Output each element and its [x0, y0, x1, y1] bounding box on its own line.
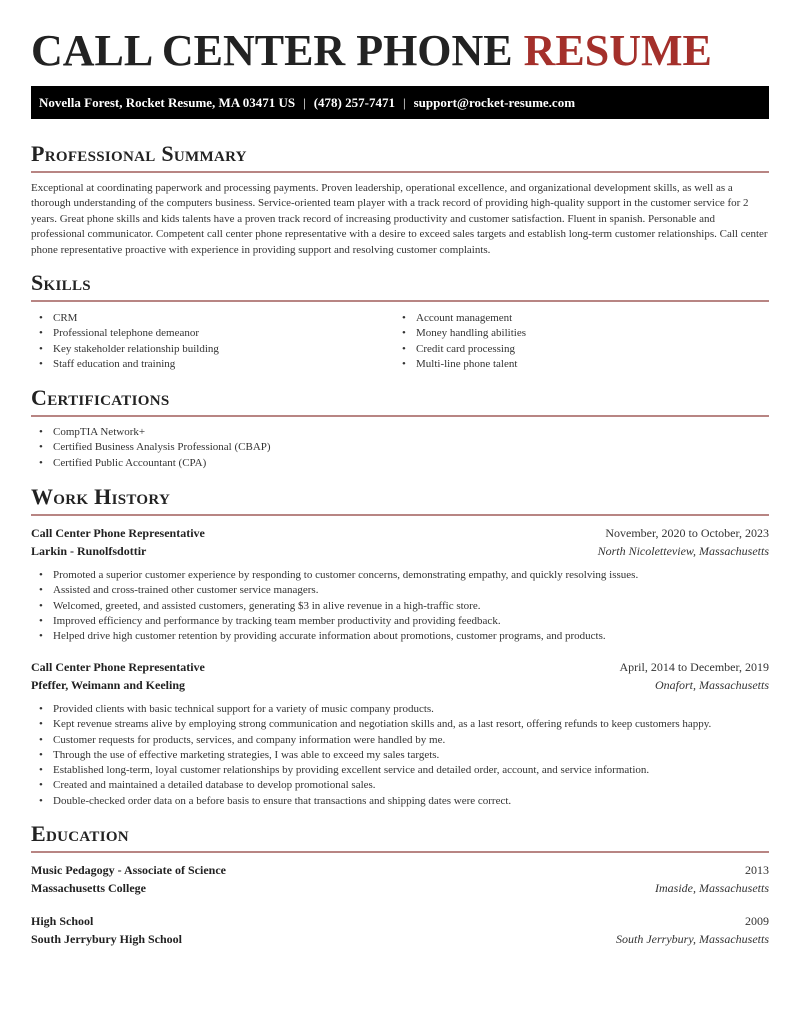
education-degree: High School — [31, 914, 94, 928]
job-company: Pfeffer, Weimann and Keeling — [31, 678, 185, 692]
skill-item: • Key stakeholder relationship building — [31, 342, 219, 357]
skill-item: • Professional telephone demeanor — [31, 326, 219, 341]
skill-item: • CRM — [31, 311, 219, 326]
certifications-list — [31, 425, 271, 471]
section-heading-summary: Professional Summary — [31, 141, 247, 166]
job-company-row — [31, 543, 769, 559]
job-company: Larkin - Runolfsdottir — [31, 544, 147, 558]
resume-title — [31, 26, 712, 76]
job-location: North Nicoletteview, Massachusetts — [597, 544, 769, 558]
skill-item: • Multi-line phone talent — [394, 357, 526, 372]
section-heading-education: Education — [31, 821, 129, 846]
skill-item: • Money handling abilities — [394, 326, 526, 341]
education-location: South Jerrybury, Massachusetts — [616, 932, 769, 946]
education-degree-row — [31, 862, 769, 878]
section-divider — [31, 851, 769, 853]
skill-item: • Credit card processing — [394, 342, 526, 357]
certification-item: • Certified Business Analysis Professional (CBAP) — [31, 440, 271, 455]
job-bullet: • Double-checked order data on a before basis to ensure that transactions and shipping dates were correct. — [31, 794, 711, 809]
job-location: Onafort, Massachusetts — [655, 678, 769, 692]
contact-bar — [31, 86, 769, 119]
skills-list-right — [394, 311, 526, 372]
job-dates: April, 2014 to December, 2019 — [619, 660, 769, 674]
job-header-row — [31, 525, 769, 541]
job-bullet: • Helped drive high customer retention by providing accurate information about promotions, customer programs, and products. — [31, 629, 638, 644]
contact-separator: | — [402, 94, 406, 110]
job-company-row — [31, 677, 769, 693]
education-year: 2009 — [745, 914, 769, 928]
skills-list-left — [31, 311, 219, 372]
job-bullet: • Established long-term, loyal customer relationships by providing excellent service and detailed order, account, and service information. — [31, 763, 711, 778]
education-degree: Music Pedagogy - Associate of Science — [31, 863, 226, 877]
job-header-row — [31, 659, 769, 675]
job-bullet: • Promoted a superior customer experience by responding to customer concerns, demonstrating empathy, and quickly resolving issues. — [31, 568, 638, 583]
education-year: 2013 — [745, 863, 769, 877]
certification-item: • Certified Public Accountant (CPA) — [31, 456, 271, 471]
education-school: South Jerrybury High School — [31, 932, 183, 946]
contact-separator: | — [303, 94, 306, 110]
summary-text: Exceptional at coordinating paperwork and processing payments. Proven leadership, operational excellence, and organizational development skills, as well as a thorough understanding of the computers business. Service-oriented team player with a track record of providing high-quality support in the customer service for 2 years. Great phone skills and kids talents have a proven track record of increasing productivity and customer satisfaction. Fluent in spanish. Personable and professional communicator. Competent call center phone representative with a desire to exceed sales targets and establish long-term customer relationships. Call center phone representative proactive with experience in providing support and resolving customer complaints. — [31, 182, 768, 256]
job-bullet: • Provided clients with basic technical support for a variety of music company products. — [31, 702, 711, 717]
contact-email: support@rocket-resume.com — [413, 94, 576, 110]
section-heading-skills: Skills — [31, 270, 91, 295]
job-bullet: • Through the use of effective marketing strategies, I was able to exceed my sales targets. — [31, 748, 711, 763]
section-divider — [31, 171, 769, 173]
job-title: Call Center Phone Representative — [31, 526, 205, 540]
job-bullet: • Customer requests for products, services, and company information were handled by me. — [31, 733, 711, 748]
certification-item: • CompTIA Network+ — [31, 425, 271, 440]
job-bullets — [31, 702, 711, 809]
section-heading-certifications: Certifications — [31, 385, 170, 410]
contact-phone: (478) 257-7471 — [313, 94, 395, 110]
section-divider — [31, 300, 769, 302]
section-heading-work-history: Work History — [31, 484, 171, 509]
title-main: CALL CENTER PHONE — [31, 26, 513, 75]
job-bullet: • Welcomed, greeted, and assisted customers, generating $3 in alive revenue in a high-traffic store. — [31, 599, 638, 614]
job-bullet: • Kept revenue streams alive by employing strong communication and negotiation skills and, as a last resort, offering refunds to keep customers happy. — [31, 717, 711, 732]
job-bullet: • Created and maintained a detailed database to develop promotional sales. — [31, 778, 711, 793]
section-divider — [31, 415, 769, 417]
job-title: Call Center Phone Representative — [31, 660, 205, 674]
education-school-row — [31, 931, 769, 947]
job-bullet: • Assisted and cross-trained other customer service managers. — [31, 583, 638, 598]
education-school: Massachusetts College — [31, 881, 146, 895]
title-accent: RESUME — [523, 26, 712, 75]
job-dates: November, 2020 to October, 2023 — [605, 526, 769, 540]
education-degree-row — [31, 913, 769, 929]
skill-item: • Account management — [394, 311, 526, 326]
job-bullets — [31, 568, 638, 644]
section-divider — [31, 514, 769, 516]
skill-item: • Staff education and training — [31, 357, 219, 372]
education-location: Imaside, Massachusetts — [655, 881, 769, 895]
job-bullet: • Improved efficiency and performance by tracking team member productivity and providing feedback. — [31, 614, 638, 629]
contact-address: Novella Forest, Rocket Resume, MA 03471 US — [39, 94, 296, 110]
education-school-row — [31, 880, 769, 896]
